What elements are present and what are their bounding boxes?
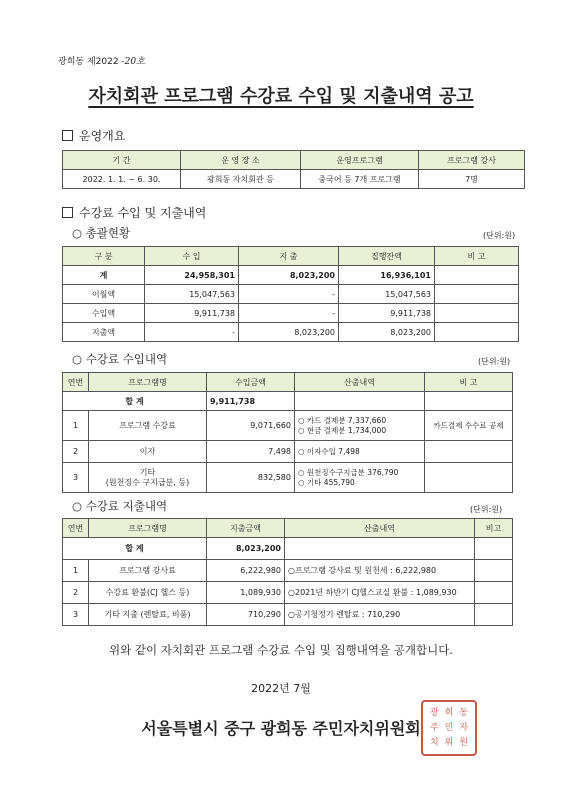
summary-heading: ○ 총괄현황 [72, 226, 131, 240]
page-title: 자치회관 프로그램 수강료 수입 및 지출내역 공고 [88, 86, 474, 107]
table-row [63, 266, 519, 285]
table-cell: 8,023,200 [339, 323, 435, 342]
overview-table [62, 150, 525, 189]
detail-cell: ○ 카드 결제분 7,337,660 ○ 현금 결제분 1,734,000 [295, 411, 425, 441]
column-header: 프로그램명 [89, 373, 207, 392]
program-name: 프로그램 강사료 [89, 560, 207, 582]
table-cell: 계 [63, 266, 145, 285]
table-cell: 16,936,101 [339, 266, 435, 285]
column-header: 프로그램 강사 [419, 151, 525, 170]
amount: 1,089,930 [207, 582, 285, 604]
checkbox-square-icon [62, 130, 73, 141]
table-row [63, 304, 519, 323]
column-header: 수입금액 [207, 373, 295, 392]
table-row [63, 323, 519, 342]
column-header: 집행잔액 [339, 247, 435, 266]
table-cell: - [145, 323, 239, 342]
total-amount: 8,023,200 [207, 538, 285, 560]
table-header-row [63, 373, 513, 392]
program-name: 기타 (원천징수 구지급분, 등) [89, 463, 207, 493]
amount: 832,580 [207, 463, 295, 493]
income-unit: (단위:원) [478, 357, 511, 366]
column-header: 연번 [63, 373, 89, 392]
table-total-row [63, 538, 513, 560]
seal-glyph: 치 [429, 737, 439, 748]
table-cell: 9,911,738 [145, 304, 239, 323]
table-cell: 광희동 자치회관 등 [181, 170, 301, 189]
table-cell: - [239, 304, 339, 323]
column-header: 운 영 장 소 [181, 151, 301, 170]
issuing-organization: 서울특별시 중구 광희동 주민자치위원회 [141, 719, 421, 738]
detail-cell: ○2021년 하반기 CJ헬스교실 환불 : 1,089,930 [285, 582, 475, 604]
column-header: 연번 [63, 519, 89, 538]
table-cell: 중국어 등 7개 프로그램 [301, 170, 419, 189]
detail-cell: ○프로그램 강사료 및 원천세 : 6,222,980 [285, 560, 475, 582]
column-header: 산출내역 [285, 519, 475, 538]
table-row [63, 582, 513, 604]
column-header: 비 고 [425, 373, 513, 392]
table-header-row [63, 519, 513, 538]
detail-cell: ○ 원천징수구지급분 376,790 ○ 기타 455,790 [295, 463, 425, 493]
table-cell: 수입액 [63, 304, 145, 323]
expense-table [62, 518, 513, 626]
total-amount: 9,911,738 [207, 392, 295, 411]
table-cell [285, 538, 475, 560]
table-cell [425, 392, 513, 411]
table-cell [435, 266, 519, 285]
amount: 9,071,660 [207, 411, 295, 441]
column-header: 비고 [475, 519, 513, 538]
expense-heading: ○ 수강료 지출내역 [72, 499, 168, 513]
document-number [58, 54, 145, 67]
program-name: 프로그램 수강료 [89, 411, 207, 441]
row-number: 2 [63, 582, 89, 604]
seal-glyph: 원 [459, 737, 469, 748]
table-cell [295, 392, 425, 411]
table-cell: - [239, 285, 339, 304]
income-heading: ○ 수강료 수입내역 [72, 352, 168, 366]
table-row [63, 560, 513, 582]
table-row [63, 441, 513, 463]
table-header-row [63, 151, 525, 170]
overview-heading: 운영개요 [62, 127, 125, 144]
table-cell: 9,911,738 [339, 304, 435, 323]
column-header: 운영프로그램 [301, 151, 419, 170]
column-header: 지 출 [239, 247, 339, 266]
row-number: 2 [63, 441, 89, 463]
income-table [62, 372, 513, 493]
note [425, 441, 513, 463]
note [475, 560, 513, 582]
column-header: 기 간 [63, 151, 181, 170]
doc-number-handwritten: 20호 [124, 57, 145, 67]
table-row [63, 604, 513, 626]
doc-number-prefix: 광희동 제2022 - [58, 57, 125, 67]
official-seal-stamp [421, 700, 477, 756]
total-label: 합 계 [63, 538, 207, 560]
table-row [63, 411, 513, 441]
issue-date: 2022년 7월 [251, 682, 311, 695]
program-name: 이자 [89, 441, 207, 463]
table-cell: 7명 [419, 170, 525, 189]
table-cell: 이월액 [63, 285, 145, 304]
row-number: 3 [63, 463, 89, 493]
seal-glyph: 동 [459, 708, 469, 719]
seal-glyph: 자 [459, 722, 469, 733]
column-header: 수 입 [145, 247, 239, 266]
note [425, 463, 513, 493]
summary-table [62, 246, 519, 342]
disclosure-statement: 위와 같이 자치회관 프로그램 수강료 수입 및 집행내역을 공개합니다. [109, 643, 453, 657]
table-cell: 24,958,301 [145, 266, 239, 285]
table-cell: 2022. 1. 1. ~ 6. 30. [63, 170, 181, 189]
amount: 710,290 [207, 604, 285, 626]
seal-glyph: 위 [444, 737, 454, 748]
income-expense-heading: 수강료 수입 및 지출내역 [62, 204, 206, 221]
checkbox-square-icon [62, 207, 73, 218]
column-header: 프로그램명 [89, 519, 207, 538]
detail-cell: ○공기청정기 렌탈료 : 710,290 [285, 604, 475, 626]
column-header: 산출내역 [295, 373, 425, 392]
expense-unit: (단위:원) [470, 505, 503, 514]
note [475, 582, 513, 604]
amount: 7,498 [207, 441, 295, 463]
table-cell: 8,023,200 [239, 266, 339, 285]
table-cell: 15,047,563 [339, 285, 435, 304]
amount: 6,222,980 [207, 560, 285, 582]
table-cell [475, 538, 513, 560]
seal-glyph: 민 [444, 722, 454, 733]
table-row [63, 463, 513, 493]
table-cell: 8,023,200 [239, 323, 339, 342]
table-row [63, 170, 525, 189]
program-name: 기타 지출 (렌탈료, 비품) [89, 604, 207, 626]
table-cell [435, 285, 519, 304]
row-number: 3 [63, 604, 89, 626]
column-header: 비 고 [435, 247, 519, 266]
total-label: 합 계 [63, 392, 207, 411]
note [475, 604, 513, 626]
table-cell: 지출액 [63, 323, 145, 342]
table-header-row [63, 247, 519, 266]
table-row [63, 285, 519, 304]
program-name: 수강료 환불(CJ 헬스 등) [89, 582, 207, 604]
column-header: 지출금액 [207, 519, 285, 538]
seal-glyph: 주 [429, 722, 439, 733]
row-number: 1 [63, 411, 89, 441]
row-number: 1 [63, 560, 89, 582]
table-cell: 15,047,563 [145, 285, 239, 304]
table-cell [435, 323, 519, 342]
seal-glyph: 희 [444, 708, 454, 719]
note: 카드결제 수수료 공제 [425, 411, 513, 441]
table-cell [435, 304, 519, 323]
seal-glyph: 광 [429, 708, 439, 719]
summary-unit: (단위:원) [483, 231, 516, 240]
column-header: 구 분 [63, 247, 145, 266]
table-total-row [63, 392, 513, 411]
detail-cell: ○ 이자수입 7,498 [295, 441, 425, 463]
